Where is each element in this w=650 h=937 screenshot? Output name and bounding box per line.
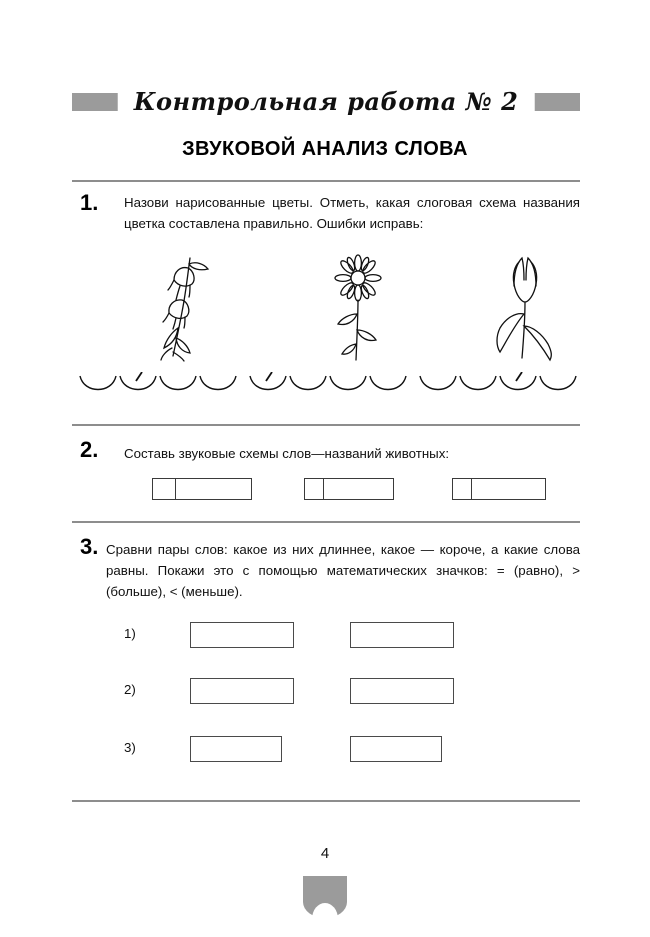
word-pair-row-1 bbox=[124, 622, 580, 650]
syllable-scheme-2[interactable] bbox=[248, 372, 408, 406]
sound-scheme-box-2[interactable] bbox=[304, 478, 394, 500]
word-pair-label-3: 3) bbox=[124, 740, 136, 755]
word-pair-label-2: 2) bbox=[124, 682, 136, 697]
page-title: ЗВУКОВОЙ АНАЛИЗ СЛОВА bbox=[182, 138, 468, 160]
task-2-text: Составь звуковые схемы слов—названий животных: bbox=[124, 446, 450, 461]
word-pair-box-3-left[interactable] bbox=[190, 736, 282, 762]
divider-rule-4 bbox=[72, 800, 580, 802]
sound-scheme-box-1[interactable] bbox=[152, 478, 252, 500]
divider-rule-1 bbox=[72, 180, 580, 182]
tulip-flower-drawing bbox=[472, 252, 592, 362]
sound-scheme-divider bbox=[323, 479, 324, 499]
word-pair-label-1: 1) bbox=[124, 626, 136, 641]
syllable-scheme-3[interactable] bbox=[418, 372, 578, 406]
banner-title: Контрольная работа № 2 bbox=[133, 87, 519, 116]
header-banner bbox=[72, 88, 580, 116]
word-pair-box-3-right[interactable] bbox=[350, 736, 442, 762]
task-1-number: 1. bbox=[80, 190, 99, 215]
page-tab-marker bbox=[303, 876, 347, 918]
task-1-text: Назови нарисованные цветы. Отметь, какая слоговая схема названия цветка составлена правильно. Ошибки исправь: bbox=[124, 195, 580, 231]
page-number: 4 bbox=[320, 845, 330, 862]
bluebell-flower-drawing bbox=[132, 252, 252, 362]
word-pair-row-3 bbox=[124, 736, 580, 764]
sound-scheme-divider bbox=[175, 479, 176, 499]
word-pair-box-1-left[interactable] bbox=[190, 622, 294, 648]
word-pair-box-2-right[interactable] bbox=[350, 678, 454, 704]
flower-illustrations bbox=[72, 252, 580, 362]
word-pair-box-2-left[interactable] bbox=[190, 678, 294, 704]
word-pair-row-2 bbox=[124, 678, 580, 706]
task-3-number: 3. bbox=[80, 534, 99, 559]
sound-scheme-divider bbox=[471, 479, 472, 499]
word-pair-box-1-right[interactable] bbox=[350, 622, 454, 648]
divider-rule-3 bbox=[72, 521, 580, 523]
syllable-scheme-1[interactable] bbox=[78, 372, 238, 406]
chamomile-flower-drawing bbox=[302, 252, 422, 362]
sound-scheme-box-3[interactable] bbox=[452, 478, 546, 500]
banner-title-wrap bbox=[118, 88, 535, 116]
task-3-text: Сравни пары слов: какое из них длиннее, какое — короче, а какие слова равны. Покажи это с помощью математических значков: = (равно), > (больше), < (меньше). bbox=[106, 542, 580, 599]
task-2-number: 2. bbox=[80, 437, 99, 462]
divider-rule-2 bbox=[72, 424, 580, 426]
